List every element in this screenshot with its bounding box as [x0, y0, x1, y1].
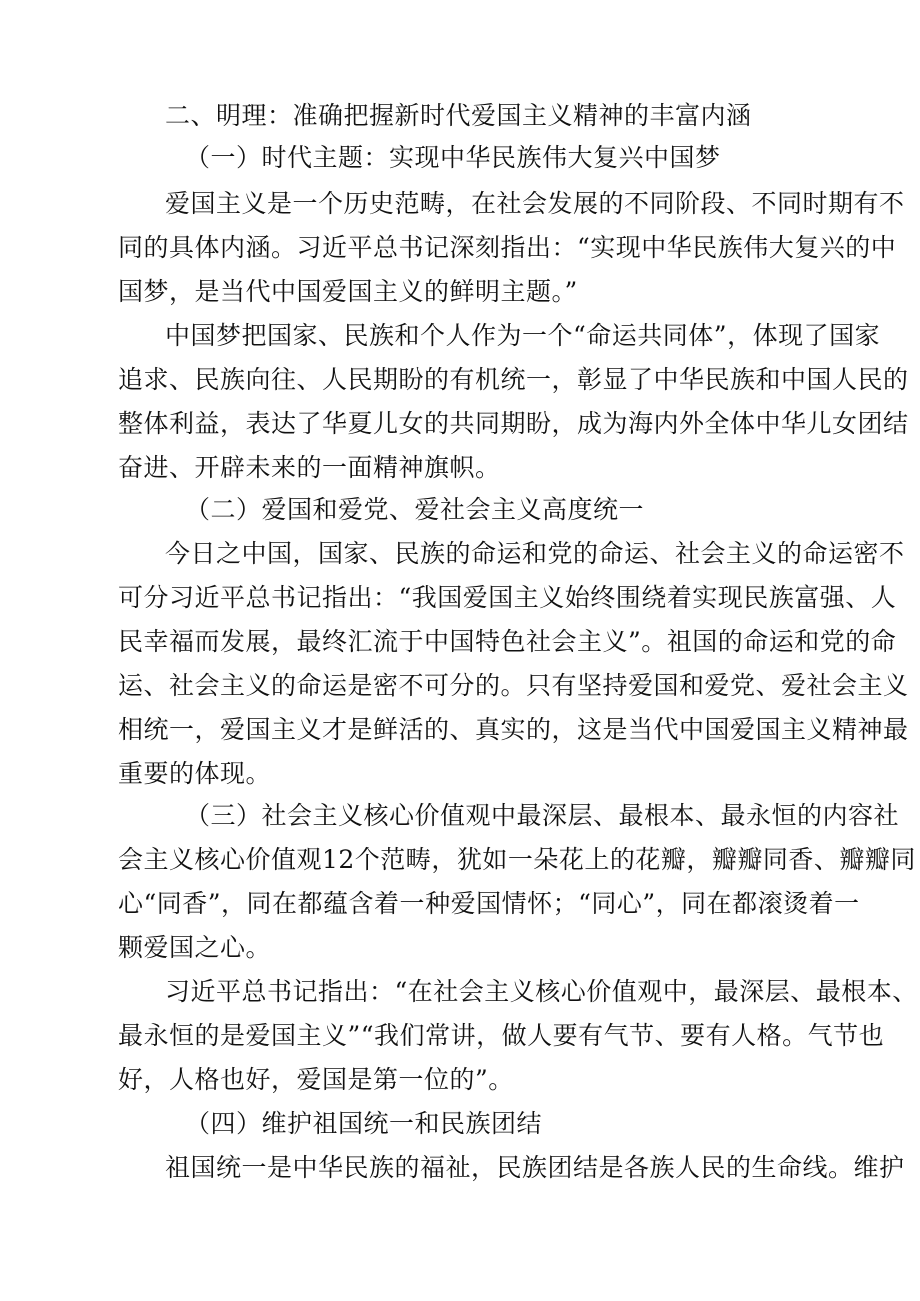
text-line: 会主义核心价值观12个范畴，犹如一朵花上的花瓣，瓣瓣同香、瓣瓣同 — [118, 845, 916, 874]
text-line: 整体利益，表达了华夏儿女的共同期盼，成为海内外全体中华儿女团结 — [118, 409, 909, 438]
text-line: 好，人格也好，爱国是第一位的”。 — [118, 1065, 514, 1094]
text-line: 追求、民族向往、人民期盼的有机统一，彰显了中华民族和中国人民的 — [118, 365, 909, 394]
text-line: 国梦，是当代中国爱国主义的鲜明主题。” — [118, 277, 578, 306]
text-line: 中国梦把国家、民族和个人作为一个“命运共同体”，体现了国家 — [165, 321, 881, 350]
text-line: 祖国统一是中华民族的福祉，民族团结是各族人民的生命线。维护 — [165, 1153, 905, 1182]
text-line: 重要的体现。 — [118, 759, 272, 788]
text-line: 同的具体内涵。习近平总书记深刻指出：“实现中华民族伟大复兴的中 — [118, 233, 897, 262]
text-line: 相统一，爱国主义才是鲜活的、真实的，这是当代中国爱国主义精神最 — [118, 715, 909, 744]
subheading-4: （四）维护祖国统一和民族团结 — [185, 1109, 543, 1138]
text-line: 运、社会主义的命运是密不可分的。只有坚持爱国和爱党、爱社会主义 — [118, 671, 909, 700]
text-line: 今日之中国，国家、民族的命运和党的命运、社会主义的命运密不 — [165, 539, 905, 568]
subheading-3: （三）社会主义核心价值观中最深层、最根本、最永恒的内容社 — [185, 801, 900, 830]
text-line: 最永恒的是爱国主义”“我们常讲，做人要有气节、要有人格。气节也 — [118, 1021, 885, 1050]
text-line: 可分习近平总书记指出：“我国爱国主义始终围绕着实现民族富强、人 — [118, 583, 897, 612]
text-line: 颗爱国之心。 — [118, 933, 272, 962]
text-line: 习近平总书记指出：“在社会主义核心价值观中，最深层、最根本、 — [165, 977, 918, 1006]
section-heading-2: 二、明理：准确把握新时代爱国主义精神的丰富内涵 — [165, 101, 752, 130]
subheading-1: （一）时代主题：实现中华民族伟大复兴中国梦 — [185, 143, 721, 172]
text-line: 心“同香”，同在都蕴含着一种爱国情怀；“同心”，同在都滚烫着一 — [118, 889, 860, 918]
text-line: 爱国主义是一个历史范畴，在社会发展的不同阶段、不同时期有不 — [165, 189, 905, 218]
subheading-2: （二）爱国和爱党、爱社会主义高度统一 — [185, 495, 645, 524]
text-line: 民幸福而发展，最终汇流于中国特色社会主义”。祖国的命运和党的命 — [118, 627, 897, 656]
text-line: 奋进、开辟未来的一面精神旗帜。 — [118, 453, 501, 482]
